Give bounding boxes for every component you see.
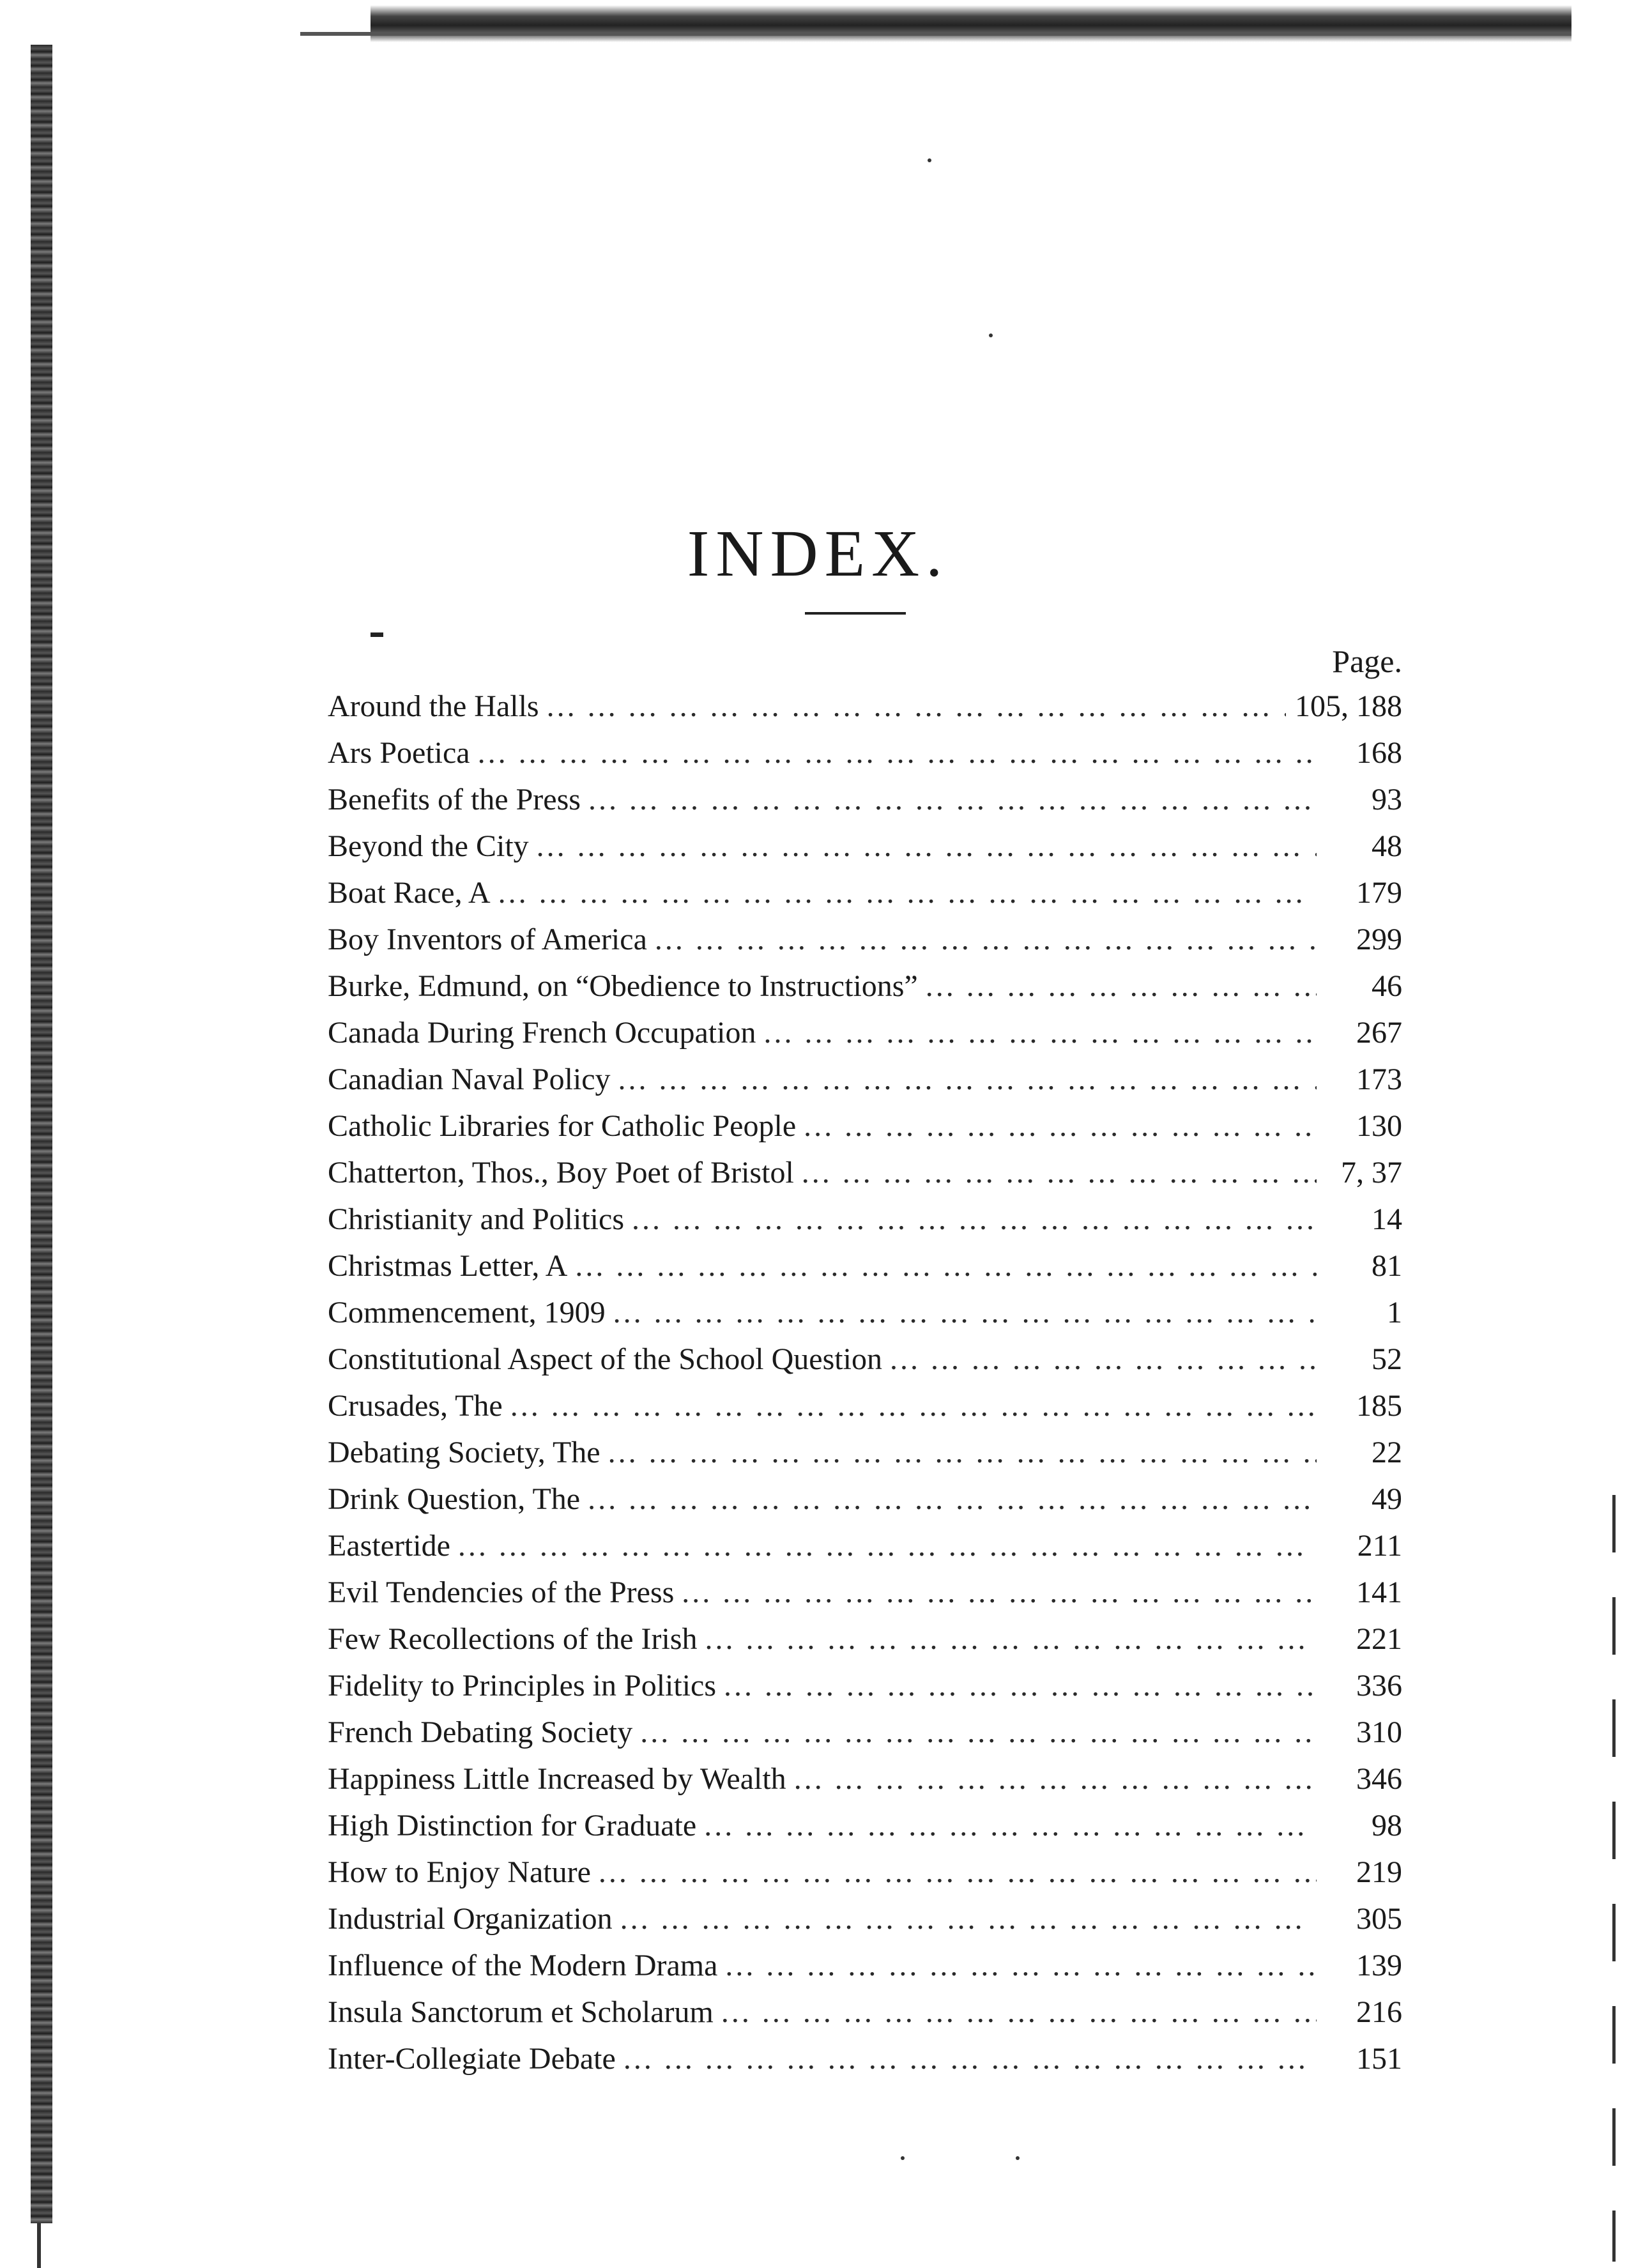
index-entry: [328, 829, 1402, 875]
dot-leader: [478, 735, 1317, 770]
index-entry: [328, 1995, 1402, 2041]
dot-leader: [725, 1948, 1317, 1983]
entry-title: Evil Tendencies of the Press: [328, 1575, 675, 1609]
entry-title: Around the Halls: [328, 689, 539, 723]
index-entry: [328, 1855, 1402, 1901]
page-binding-edge-tail: [37, 2223, 41, 2268]
title-divider: [805, 612, 906, 615]
index-entry: [328, 969, 1402, 1015]
dot-leader: [498, 875, 1317, 910]
dot-leader: [704, 1808, 1317, 1843]
index-entry: [328, 1202, 1402, 1248]
entry-pages: 299: [1356, 923, 1402, 956]
entry-title: Christmas Letter, A: [328, 1249, 568, 1283]
entry-title: Boat Race, A: [328, 876, 491, 910]
entry-title: Chatterton, Thos., Boy Poet of Bristol: [328, 1156, 794, 1190]
dot-leader: [588, 1482, 1317, 1517]
dot-leader: [804, 1108, 1317, 1144]
top-scan-line: [300, 32, 1571, 36]
entry-title: Few Recollections of the Irish: [328, 1622, 698, 1656]
dot-leader: [613, 1295, 1317, 1330]
entry-pages: 267: [1356, 1016, 1402, 1050]
index-entry: [328, 1248, 1402, 1295]
index-entry: [328, 689, 1402, 735]
margin-dash: [371, 632, 383, 637]
entry-pages: 179: [1356, 876, 1402, 910]
entry-title: Canada During French Occupation: [328, 1016, 756, 1050]
entry-pages: 49: [1372, 1482, 1402, 1516]
entry-title: Crusades, The: [328, 1389, 503, 1423]
entry-pages: 221: [1356, 1622, 1402, 1656]
index-entry: [328, 1761, 1402, 1808]
page-column-header: Page.: [1332, 643, 1402, 679]
index-entry: [328, 1435, 1402, 1482]
entry-pages: 14: [1372, 1202, 1402, 1236]
index-entry: [328, 1621, 1402, 1668]
entry-pages: 219: [1356, 1855, 1402, 1889]
scan-speck: [1016, 2156, 1020, 2160]
entry-title: Ars Poetica: [328, 736, 470, 770]
dot-leader: [632, 1202, 1317, 1237]
index-entry: [328, 2041, 1402, 2088]
index-entry: [328, 1668, 1402, 1715]
entry-pages: 52: [1372, 1342, 1402, 1376]
entry-title: Industrial Organization: [328, 1902, 613, 1936]
dot-leader: [724, 1668, 1317, 1703]
index-entry: [328, 1901, 1402, 1948]
dot-leader: [640, 1715, 1317, 1750]
index-entry: [328, 1482, 1402, 1528]
dot-leader: [802, 1155, 1317, 1190]
page-binding-edge: [31, 45, 52, 2223]
entry-pages: 81: [1372, 1249, 1402, 1283]
index-entries: [328, 689, 1402, 2088]
index-entry: [328, 1575, 1402, 1621]
index-entry: [328, 875, 1402, 922]
entry-pages: 168: [1356, 736, 1402, 770]
scan-speck: [989, 333, 993, 337]
entry-pages: 46: [1372, 969, 1402, 1003]
dot-leader: [705, 1621, 1317, 1657]
index-entry: [328, 1528, 1402, 1575]
entry-pages: 310: [1356, 1715, 1402, 1749]
dot-leader: [655, 922, 1317, 957]
index-entry: [328, 1295, 1402, 1342]
entry-title: High Distinction for Graduate: [328, 1809, 697, 1843]
entry-title: French Debating Society: [328, 1715, 633, 1749]
dot-leader: [575, 1248, 1317, 1283]
entry-pages: 48: [1372, 829, 1402, 863]
entry-title: Drink Question, The: [328, 1482, 581, 1516]
index-entry: [328, 735, 1402, 782]
entry-pages: 173: [1356, 1062, 1402, 1096]
index-entry: [328, 922, 1402, 969]
entry-title: Catholic Libraries for Catholic People: [328, 1109, 797, 1143]
dot-leader: [547, 689, 1286, 724]
entry-pages: 211: [1357, 1529, 1402, 1563]
entry-title: Boy Inventors of America: [328, 923, 647, 956]
dot-leader: [620, 1901, 1317, 1936]
entry-pages: 346: [1356, 1762, 1402, 1796]
entry-title: Burke, Edmund, on “Obedience to Instructions”: [328, 969, 918, 1003]
index-entry: [328, 1715, 1402, 1761]
index-entry: [328, 1108, 1402, 1155]
index-entry: [328, 1808, 1402, 1855]
dot-leader: [537, 829, 1317, 864]
right-edge-marks: [1612, 1495, 1616, 2262]
entry-pages: 105, 188: [1295, 689, 1402, 723]
dot-leader: [608, 1435, 1317, 1470]
entry-title: Inter-Collegiate Debate: [328, 2042, 616, 2076]
index-entry: [328, 1948, 1402, 1995]
dot-leader: [682, 1575, 1317, 1610]
entry-title: Benefits of the Press: [328, 783, 581, 816]
index-title: INDEX.: [687, 516, 949, 590]
entry-pages: 93: [1372, 783, 1402, 816]
entry-pages: 98: [1372, 1809, 1402, 1843]
index-entry: [328, 1015, 1402, 1062]
index-entry: [328, 1342, 1402, 1388]
dot-leader: [794, 1761, 1317, 1797]
entry-title: Insula Sanctorum et Scholarum: [328, 1995, 714, 2029]
dot-leader: [763, 1015, 1317, 1050]
entry-title: Commencement, 1909: [328, 1296, 606, 1329]
entry-pages: 216: [1356, 1995, 1402, 2029]
scan-speck: [901, 2156, 905, 2160]
dot-leader: [458, 1528, 1317, 1563]
dot-leader: [599, 1855, 1317, 1890]
entry-pages: 336: [1356, 1669, 1402, 1703]
entry-title: Eastertide: [328, 1529, 450, 1563]
entry-pages: 130: [1356, 1109, 1402, 1143]
entry-title: Debating Society, The: [328, 1436, 600, 1469]
entry-pages: 305: [1356, 1902, 1402, 1936]
index-entry: [328, 1388, 1402, 1435]
entry-pages: 139: [1356, 1949, 1402, 1982]
dot-leader: [510, 1388, 1317, 1423]
entry-title: Happiness Little Increased by Wealth: [328, 1762, 786, 1796]
index-entry: [328, 1155, 1402, 1202]
scan-speck: [928, 158, 931, 162]
entry-title: Christianity and Politics: [328, 1202, 624, 1236]
entry-title: Beyond the City: [328, 829, 529, 863]
entry-title: How to Enjoy Nature: [328, 1855, 591, 1889]
entry-title: Fidelity to Principles in Politics: [328, 1669, 717, 1703]
entry-pages: 141: [1356, 1575, 1402, 1609]
dot-leader: [926, 969, 1317, 1004]
dot-leader: [890, 1342, 1317, 1377]
dot-leader: [588, 782, 1317, 817]
dot-leader: [618, 1062, 1317, 1097]
entry-title: Constitutional Aspect of the School Question: [328, 1342, 882, 1376]
entry-pages: 22: [1372, 1436, 1402, 1469]
dot-leader: [623, 2041, 1317, 2076]
entry-title: Influence of the Modern Drama: [328, 1949, 718, 1982]
entry-title: Canadian Naval Policy: [328, 1062, 611, 1096]
entry-pages: 185: [1356, 1389, 1402, 1423]
index-entry: [328, 1062, 1402, 1108]
top-scan-border: [371, 5, 1571, 42]
dot-leader: [721, 1995, 1317, 2030]
index-entry: [328, 782, 1402, 829]
entry-pages: 151: [1356, 2042, 1402, 2076]
entry-pages: 1: [1387, 1296, 1402, 1329]
entry-pages: 7, 37: [1341, 1156, 1402, 1190]
